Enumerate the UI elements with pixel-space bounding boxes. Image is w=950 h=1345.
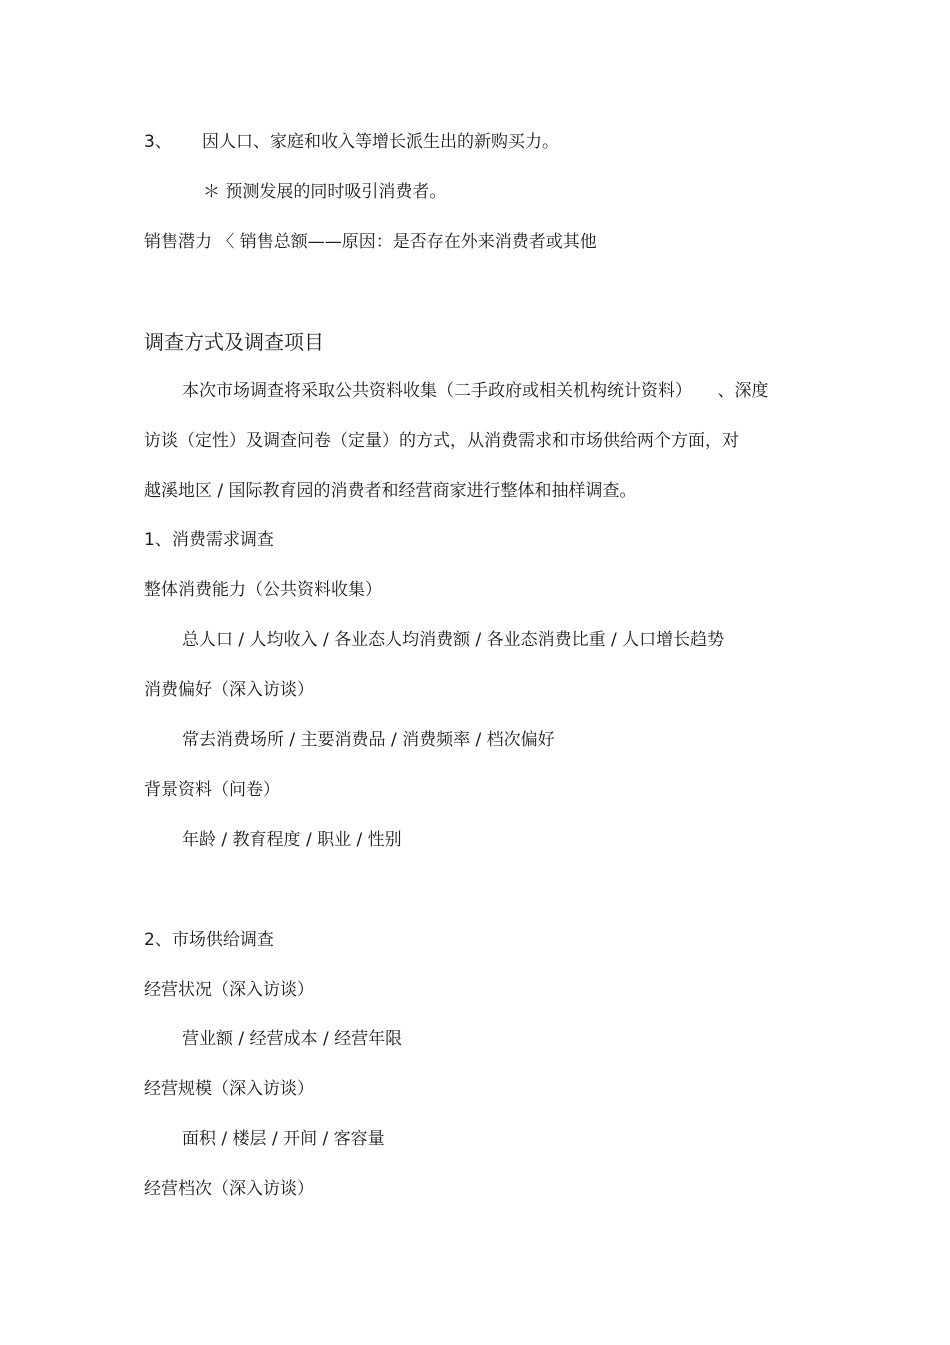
intro-line-2: 访谈（定性）及调查问卷（定量）的方式，从消费需求和市场供给两个方面，对 <box>144 431 739 451</box>
note-line: ＊ 预测发展的同时吸引消费者。 <box>203 182 447 202</box>
preference-label: 消费偏好（深入访谈） <box>144 680 314 700</box>
demand-survey-title: 1、消费需求调查 <box>144 530 274 550</box>
operating-scale-label: 经营规模（深入访谈） <box>144 1079 314 1099</box>
background-label: 背景资料（问卷） <box>144 780 280 800</box>
intro-line-3: 越溪地区 / 国际教育园的消费者和经营商家进行整体和抽样调查。 <box>144 481 637 501</box>
overall-capacity-label: 整体消费能力（公共资料收集） <box>144 580 382 600</box>
list-number: 3、 <box>144 132 172 152</box>
overall-capacity-items: 总人口 / 人均收入 / 各业态人均消费额 / 各业态消费比重 / 人口增长趋势 <box>182 630 725 650</box>
operating-status-label: 经营状况（深入访谈） <box>144 980 314 1000</box>
background-items: 年龄 / 教育程度 / 职业 / 性别 <box>182 830 402 850</box>
operating-scale-items: 面积 / 楼层 / 开间 / 客容量 <box>182 1129 385 1149</box>
section-title: 调查方式及调查项目 <box>144 330 324 354</box>
list-item-3 <box>144 130 559 154</box>
list-text: 因人口、家庭和收入等增长派生出的新购买力。 <box>202 132 559 152</box>
operating-grade-label: 经营档次（深入访谈） <box>144 1179 314 1199</box>
preference-items: 常去消费场所 / 主要消费品 / 消费频率 / 档次偏好 <box>182 730 555 750</box>
operating-status-items: 营业额 / 经营成本 / 经营年限 <box>182 1029 403 1049</box>
supply-survey-title: 2、市场供给调查 <box>144 930 274 950</box>
intro-line-1: 本次市场调查将采取公共资料收集（二手政府或相关机构统计资料） 、深度 <box>182 381 769 401</box>
sales-potential-line: 销售潜力 〈 销售总额——原因：是否存在外来消费者或其他 <box>144 232 597 252</box>
